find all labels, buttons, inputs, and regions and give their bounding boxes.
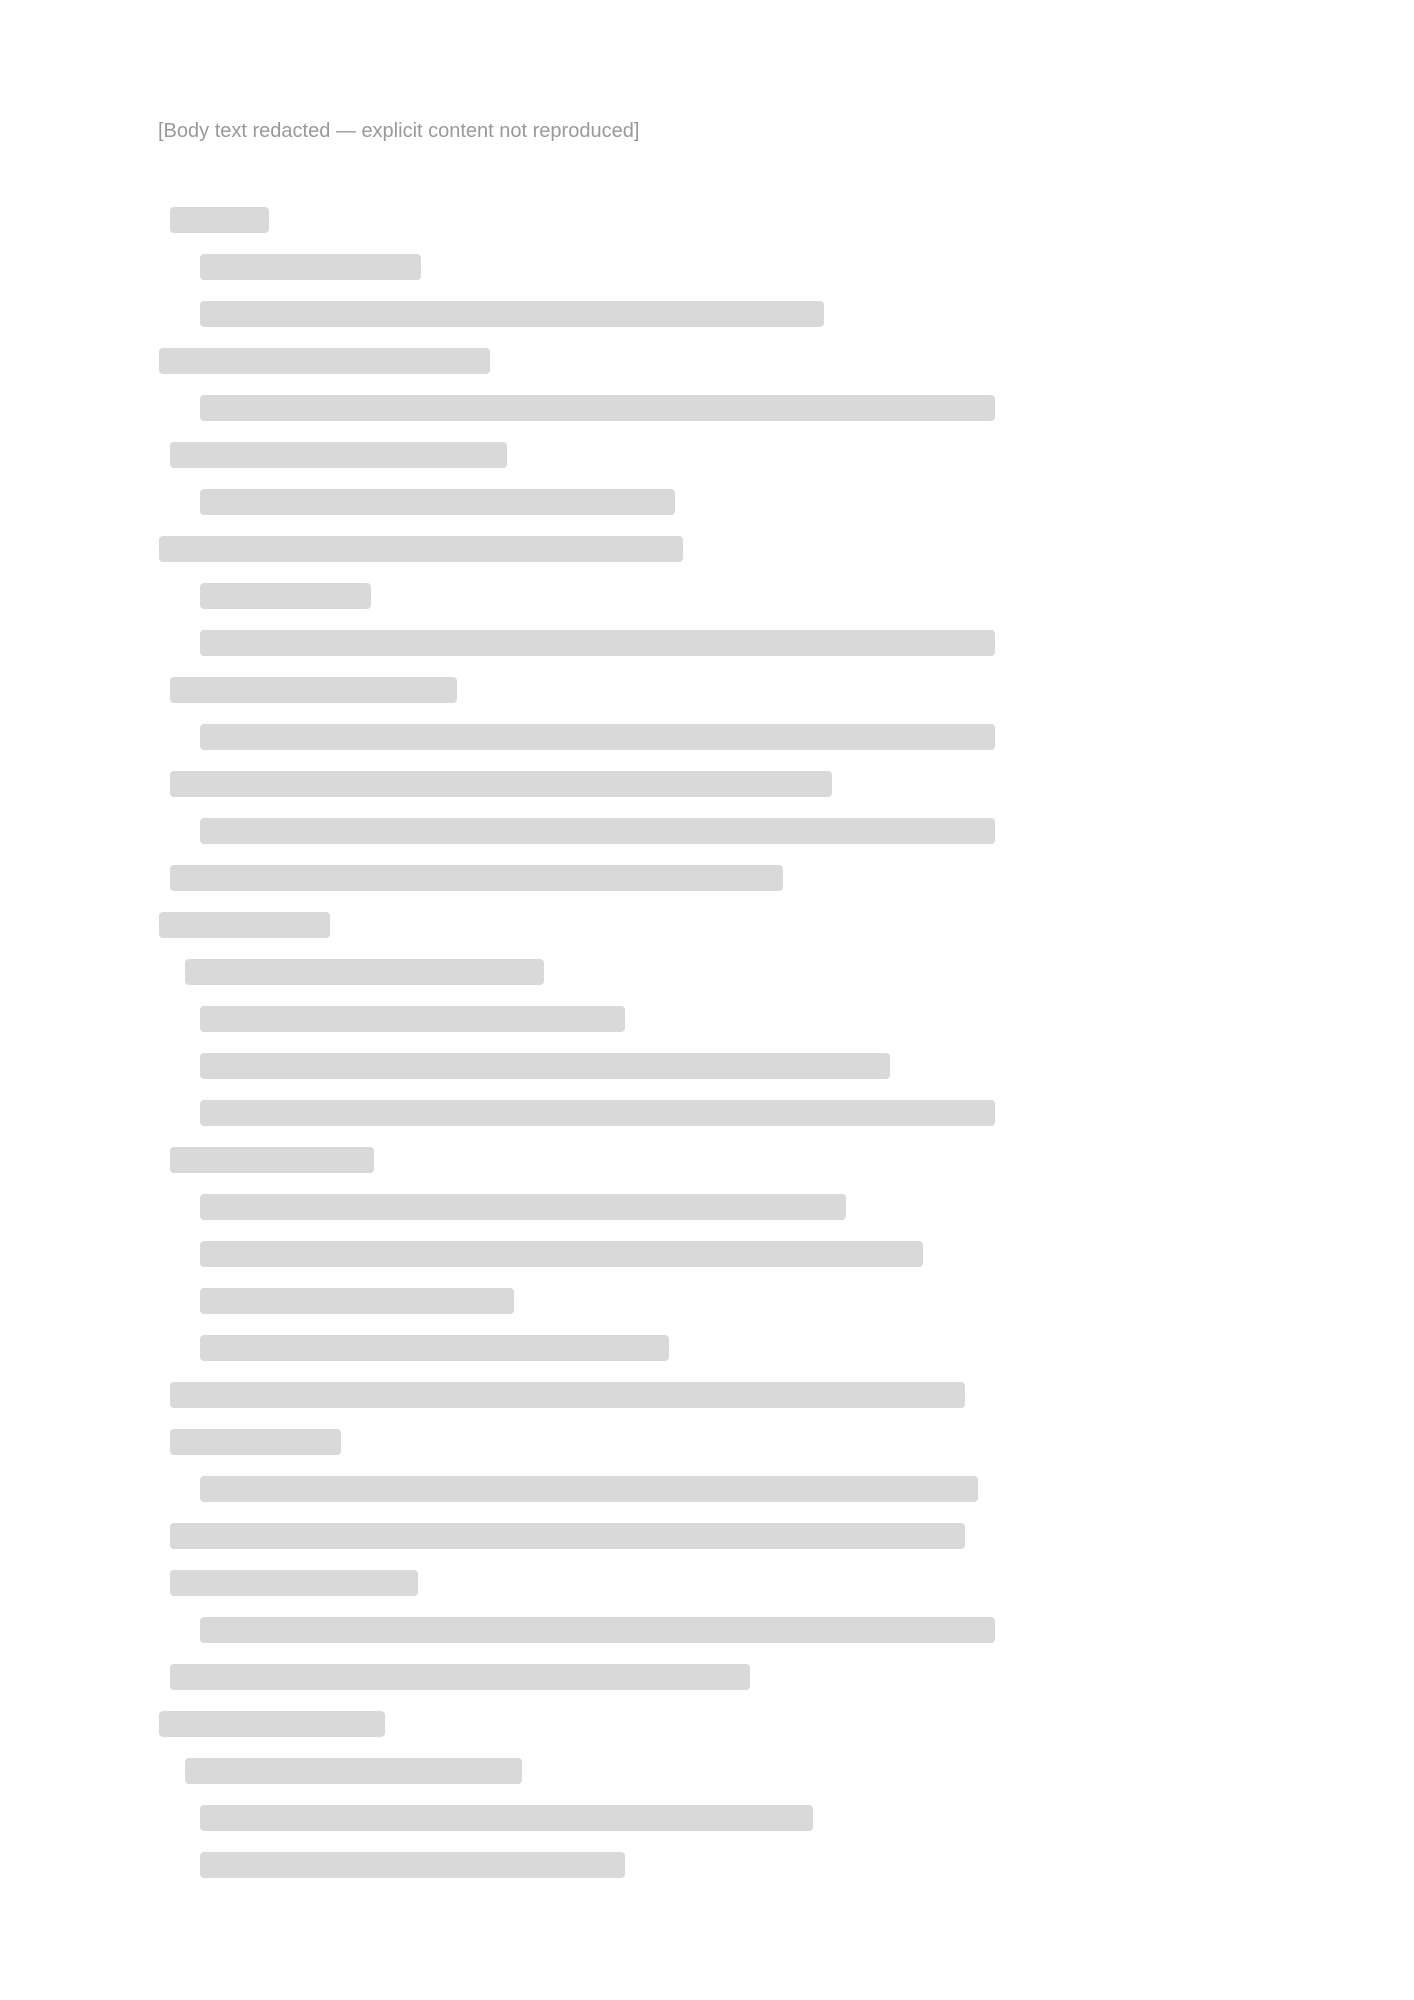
text-line: [158, 1324, 1262, 1371]
text-line: [158, 1136, 1262, 1183]
redacted-text-line: [200, 395, 995, 421]
redacted-text-line: [170, 771, 832, 797]
text-line: [158, 290, 1262, 337]
redacted-text-line: [159, 1711, 385, 1737]
text-line: [158, 619, 1262, 666]
text-line: [158, 525, 1262, 572]
text-line: [158, 1183, 1262, 1230]
redaction-notice: [Body text redacted — explicit content not reproduced]: [158, 120, 640, 142]
redacted-text-line: [200, 583, 371, 609]
redacted-text-line: [200, 1100, 995, 1126]
redacted-text-line: [200, 630, 995, 656]
redacted-text-line: [200, 818, 995, 844]
text-line: [158, 1230, 1262, 1277]
redacted-text-line: [200, 1053, 890, 1079]
text-line: [158, 1512, 1262, 1559]
text-line: [158, 478, 1262, 525]
text-line: [158, 1371, 1262, 1418]
text-line: [158, 1465, 1262, 1512]
text-line: [158, 854, 1262, 901]
redacted-text-line: [185, 959, 544, 985]
redacted-text-line: [170, 1570, 418, 1596]
text-line: [158, 337, 1262, 384]
redacted-text-line: [200, 1805, 813, 1831]
text-line: [158, 1606, 1262, 1653]
redacted-text-line: [170, 677, 457, 703]
redacted-text-line: [200, 254, 421, 280]
redacted-text-line: [200, 1006, 625, 1032]
text-line: [158, 1089, 1262, 1136]
redacted-text-line: [200, 1335, 669, 1361]
redacted-text-line: [200, 301, 824, 327]
redacted-text-line: [170, 1382, 965, 1408]
redacted-text-line: [200, 724, 995, 750]
text-line: [158, 1277, 1262, 1324]
redacted-text-line: [159, 536, 683, 562]
redacted-text-line: [200, 1852, 625, 1878]
redacted-text-line: [170, 1429, 341, 1455]
text-line: [158, 995, 1262, 1042]
redacted-text-line: [170, 1664, 750, 1690]
redacted-text-line: [200, 1476, 978, 1502]
redacted-text-line: [159, 348, 490, 374]
text-line: [158, 1841, 1262, 1888]
redacted-text-line: [170, 442, 507, 468]
body-text-block: [158, 196, 1262, 1888]
text-line: [158, 807, 1262, 854]
text-line: [158, 431, 1262, 478]
redacted-text-line: [200, 1194, 846, 1220]
text-line: [158, 1700, 1262, 1747]
text-line: [158, 1042, 1262, 1089]
text-line: [158, 948, 1262, 995]
redacted-text-line: [170, 865, 783, 891]
text-line: [158, 1794, 1262, 1841]
redacted-text-line: [170, 207, 269, 233]
redacted-text-line: [200, 1288, 515, 1314]
text-line: [158, 1747, 1262, 1794]
redacted-text-line: [170, 1147, 374, 1173]
text-line: [158, 713, 1262, 760]
text-line: [158, 666, 1262, 713]
redacted-text-line: [159, 912, 330, 938]
text-line: [158, 1418, 1262, 1465]
text-line: [158, 1653, 1262, 1700]
text-line: [158, 760, 1262, 807]
text-line: [158, 384, 1262, 431]
text-line: [158, 1559, 1262, 1606]
text-line: [158, 243, 1262, 290]
redacted-text-line: [200, 1617, 995, 1643]
text-line: [158, 901, 1262, 948]
redacted-text-line: [200, 489, 675, 515]
redacted-text-line: [200, 1241, 923, 1267]
text-line: [158, 196, 1262, 243]
redacted-text-line: [185, 1758, 522, 1784]
text-line: [158, 572, 1262, 619]
redacted-text-line: [170, 1523, 965, 1549]
